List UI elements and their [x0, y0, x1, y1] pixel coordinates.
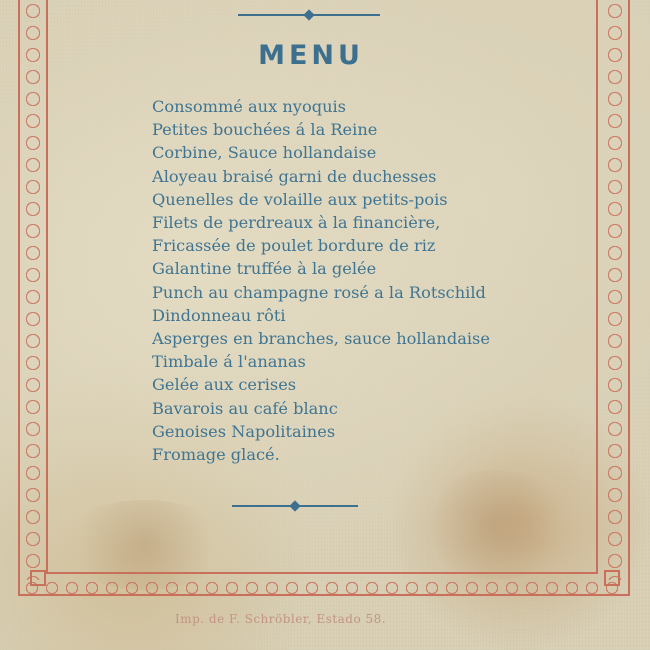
menu-item: Timbale á l'ananas	[152, 352, 306, 372]
menu-item: Aloyeau braisé garni de duchesses	[152, 166, 437, 186]
menu-title: MENU	[258, 40, 364, 71]
menu-item: Fromage glacé.	[152, 445, 280, 465]
top-divider	[238, 14, 380, 16]
menu-list	[152, 95, 490, 466]
menu-item: Galantine truffée à la gelée	[152, 259, 377, 279]
menu-item: Filets de perdreaux à la financière,	[152, 213, 441, 233]
corner-ornament	[604, 570, 620, 586]
menu-item: Asperges en branches, sauce hollandaise	[152, 329, 490, 349]
menu-item: Gelée aux cerises	[152, 375, 297, 395]
menu-item: Bavarois au café blanc	[152, 398, 338, 418]
menu-item: Consommé aux nyoquis	[152, 97, 346, 116]
printer-imprint: Imp. de F. Schröbler, Estado 58.	[175, 612, 387, 626]
menu-item: Petites bouchées á la Reine	[152, 120, 378, 140]
menu-item: Dindonneau rôti	[152, 305, 286, 325]
menu-item: Punch au champagne rosé a la Rotschild	[152, 282, 486, 302]
corner-ornament	[30, 570, 46, 586]
menu-item: Quenelles de volaille aux petits-pois	[152, 189, 448, 209]
menu-item: Genoises Napolitaines	[152, 421, 336, 441]
menu-item: Corbine, Sauce hollandaise	[152, 143, 377, 163]
menu-item: Fricassée de poulet bordure de riz	[152, 236, 436, 256]
bottom-divider	[232, 505, 358, 507]
